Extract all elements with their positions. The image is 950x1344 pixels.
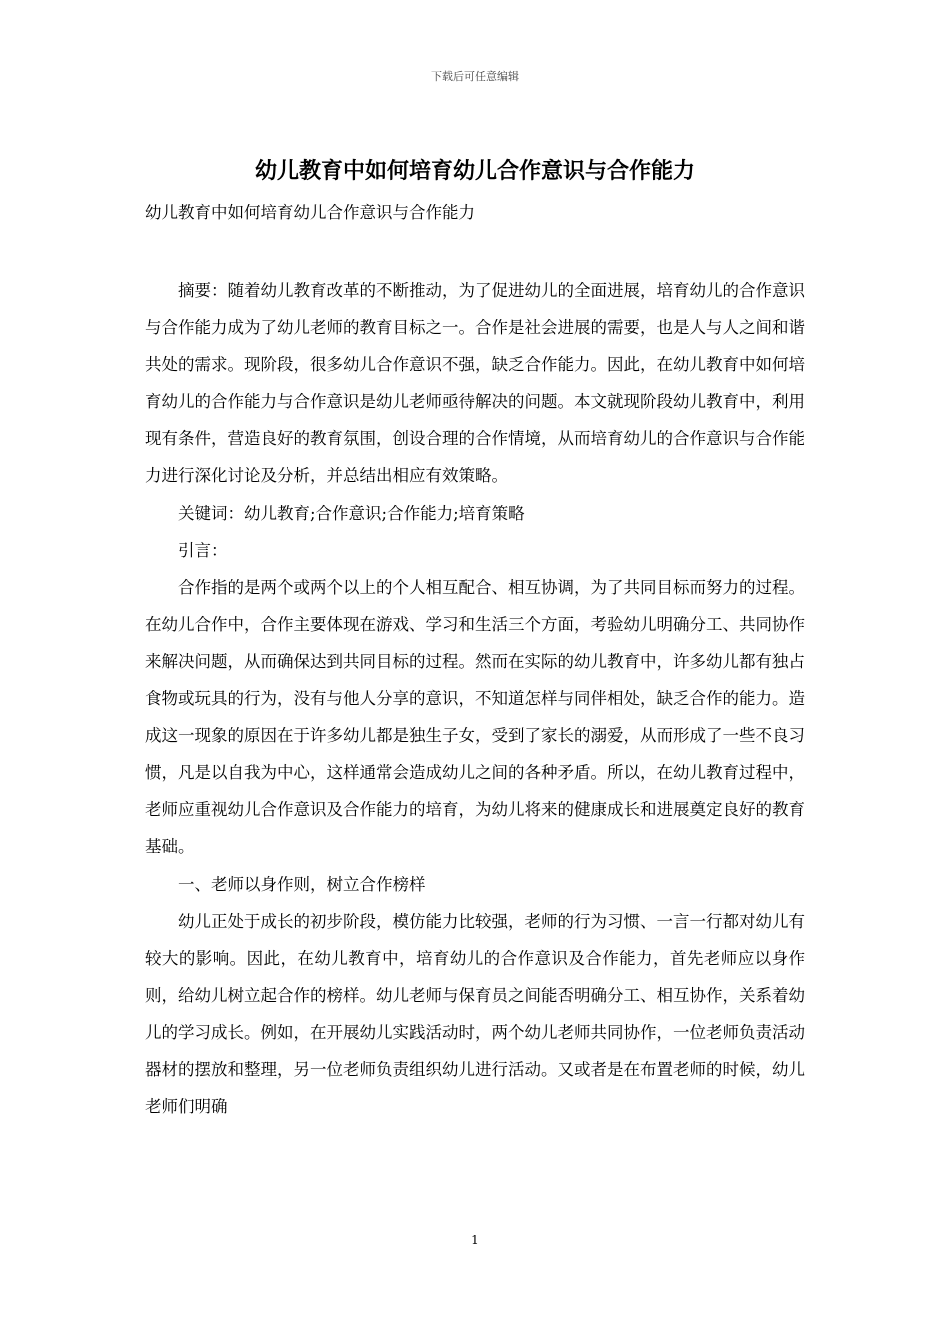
section-1-heading: 一、老师以身作则，树立合作榜样 <box>178 874 426 894</box>
keywords-paragraph: 关键词：幼儿教育;合作意识;合作能力;培育策略 <box>178 503 525 523</box>
header-note: 下载后可任意编辑 <box>431 70 519 83</box>
abstract-paragraph: 摘要：随着幼儿教育改革的不断推动，为了促进幼儿的全面进展，培育幼儿的合作意识与合作能力成为了幼儿老师的教育目标之一。合作是社会进展的需要，也是人与人之间和谐共处的需求。现阶段，很多幼儿合作意识不强，缺乏合作能力。因此，在幼儿教育中如何培育幼儿的合作能力与合作意识是幼儿老师亟待解决的问题。本文就现阶段幼儿教育中，利用现有条件，营造良好的教育氛围，创设合理的合作情境，从而培育幼儿的合作意识与合作能力进行深化讨论及分析，并总结出相应有效策略。 <box>145 281 805 486</box>
document-title: 幼儿教育中如何培育幼儿合作意识与合作能力 <box>254 158 695 184</box>
document-body <box>145 272 805 1125</box>
section-1-paragraph: 幼儿正处于成长的初步阶段，模仿能力比较强，老师的行为习惯、一言一行都对幼儿有较大的影响。因此，在幼儿教育中，培育幼儿的合作意识及合作能力，首先老师应以身作则，给幼儿树立起合作的榜样。幼儿老师与保育员之间能否明确分工、相互协作，关系着幼儿的学习成长。例如，在开展幼儿实践活动时，两个幼儿老师共同协作，一位老师负责活动器材的摆放和整理，另一位老师负责组织幼儿进行活动。又或者是在布置老师的时候，幼儿老师们明确 <box>145 911 805 1117</box>
intro-heading: 引言： <box>178 540 228 560</box>
document-subtitle: 幼儿教育中如何培育幼儿合作意识与合作能力 <box>145 203 475 222</box>
page-number: 1 <box>471 1233 479 1247</box>
intro-paragraph: 合作指的是两个或两个以上的个人相互配合、相互协调，为了共同目标而努力的过程。在幼儿合作中，合作主要体现在游戏、学习和生活三个方面，考验幼儿明确分工、共同协作来解决问题，从而确保达到共同目标的过程。然而在实际的幼儿教育中，许多幼儿都有独占食物或玩具的行为，没有与他人分享的意识，不知道怎样与同伴相处，缺乏合作的能力。造成这一现象的原因在于许多幼儿都是独生子女，受到了家长的溺爱，从而形成了一些不良习惯，凡是以自我为中心，这样通常会造成幼儿之间的各种矛盾。所以，在幼儿教育过程中，老师应重视幼儿合作意识及合作能力的培育，为幼儿将来的健康成长和进展奠定良好的教育基础。 <box>145 577 805 857</box>
